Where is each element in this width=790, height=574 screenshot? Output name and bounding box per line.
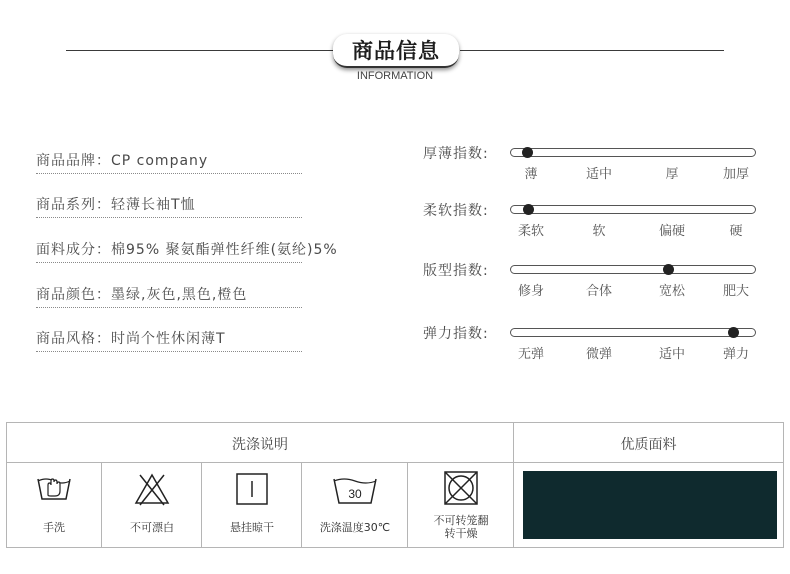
scale-option: 肥大 <box>722 284 750 299</box>
scale-indicator-dot <box>663 264 674 275</box>
care-item-wash-30 <box>301 463 408 547</box>
info-series: 商品系列：轻薄长袖T恤 <box>36 197 196 213</box>
section-subtitle: INFORMATION <box>356 70 434 82</box>
care-caption: 不可漂白 <box>130 521 174 534</box>
hand-wash-icon <box>36 471 72 507</box>
line-dry-icon <box>234 471 270 511</box>
scale-indicator-dot <box>522 147 533 158</box>
scale-option: 合体 <box>585 284 613 299</box>
scale-track <box>510 148 756 157</box>
scale-label: 厚薄指数: <box>423 146 489 162</box>
header-rule-left <box>66 50 336 51</box>
no-bleach-icon <box>132 471 172 511</box>
scale-label: 柔软指数: <box>423 203 489 219</box>
dotted-divider <box>36 173 302 174</box>
scale-option: 微弹 <box>585 347 613 362</box>
scale-option: 弹力 <box>722 347 750 362</box>
scale-option: 硬 <box>729 224 743 239</box>
scale-option: 加厚 <box>722 167 750 182</box>
scale-option: 适中 <box>585 167 613 182</box>
scale-track <box>510 328 756 337</box>
scale-track <box>510 265 756 274</box>
scale-indicator-dot <box>728 327 739 338</box>
care-item-hand-wash <box>7 463 101 547</box>
scale-option: 柔软 <box>517 224 545 239</box>
care-fabric-table <box>6 422 784 548</box>
fabric-header: 优质面料 <box>620 437 677 453</box>
scale-2 <box>423 260 763 300</box>
dotted-divider <box>36 307 302 308</box>
scale-option: 无弹 <box>517 347 545 362</box>
care-caption: 洗涤温度30℃ <box>319 521 391 534</box>
section-title-badge <box>333 34 459 68</box>
scale-option: 薄 <box>524 167 538 182</box>
wash-temp-label: 30 <box>348 487 362 501</box>
info-style: 商品风格：时尚个性休闲薄T <box>36 331 226 347</box>
dotted-divider <box>36 351 302 352</box>
scale-option: 修身 <box>517 284 545 299</box>
section-title: 商品信息 <box>352 38 440 63</box>
scale-option: 偏硬 <box>658 224 686 239</box>
dotted-divider <box>36 217 302 218</box>
scale-indicator-dot <box>523 204 534 215</box>
info-brand: 商品品牌：CP company <box>36 153 209 169</box>
info-material: 面料成分：棉95% 聚氨酯弹性纤维(氨纶)5% <box>36 242 338 258</box>
header-rule-right <box>460 50 724 51</box>
no-tumble-dry-icon <box>442 469 480 511</box>
scale-3 <box>423 323 763 363</box>
care-item-no-bleach <box>101 463 202 547</box>
care-caption: 悬挂晾干 <box>230 521 274 534</box>
info-color: 商品颜色：墨绿,灰色,黑色,橙色 <box>36 287 248 303</box>
care-header: 洗涤说明 <box>232 437 288 453</box>
info-row-brand <box>36 138 302 178</box>
scale-option: 软 <box>592 224 606 239</box>
info-row-color <box>36 272 302 312</box>
care-item-no-tumble-dry <box>407 463 514 547</box>
scale-0 <box>423 143 763 183</box>
care-caption: 手洗 <box>43 521 65 534</box>
info-row-series <box>36 182 302 222</box>
info-row-material <box>36 227 338 267</box>
info-row-style <box>36 316 302 356</box>
fabric-swatch <box>523 471 777 539</box>
care-caption: 不可转笼翻转干燥 <box>433 514 489 540</box>
care-item-line-dry <box>201 463 302 547</box>
scale-option: 适中 <box>658 347 686 362</box>
scale-label: 版型指数: <box>423 263 489 279</box>
scale-option: 宽松 <box>658 284 686 299</box>
scale-option: 厚 <box>665 167 679 182</box>
scale-track <box>510 205 756 214</box>
scale-label: 弹力指数: <box>423 326 489 342</box>
wash-30-icon <box>332 475 378 509</box>
dotted-divider <box>36 262 302 263</box>
scale-1 <box>423 200 763 240</box>
